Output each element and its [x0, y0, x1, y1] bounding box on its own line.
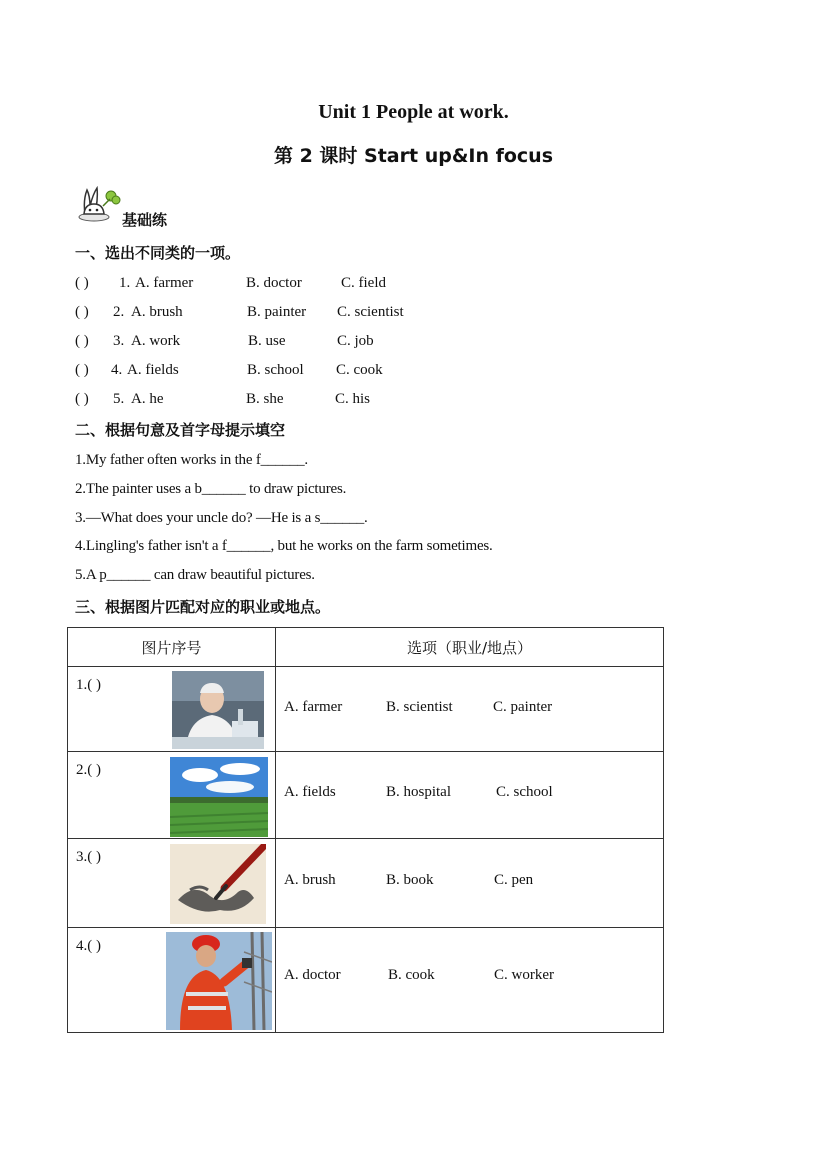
fill-blank-question: 1.My father often works in the f______.	[75, 452, 308, 468]
option-b: B. use	[248, 333, 286, 349]
option-a: A. farmer	[284, 699, 343, 715]
option-b: B. hospital	[386, 784, 452, 800]
option-a: A. fields	[284, 784, 336, 800]
option-c: C. field	[341, 275, 386, 291]
option-c: C. pen	[494, 872, 534, 888]
section3-heading: 三、根据图片匹配对应的职业或地点。	[75, 598, 331, 616]
item-number: 1.	[119, 275, 131, 291]
section2-heading: 二、根据句意及首字母提示填空	[75, 421, 286, 439]
option-c: C. school	[496, 784, 553, 800]
option-a: A. doctor	[284, 967, 341, 983]
option-a: A. he	[131, 391, 164, 407]
matching-table	[67, 627, 664, 1033]
fill-blank-question: 2.The painter uses a b______ to draw pictures.	[75, 481, 347, 497]
table-row	[68, 839, 664, 928]
scientist-photo	[172, 671, 264, 749]
answer-blank: ( )	[75, 275, 89, 291]
table-row	[68, 928, 664, 1033]
bunny-icon	[77, 186, 121, 222]
lesson-subtitle: 第 2 课时 Start up&In focus	[273, 145, 554, 167]
table-header-row	[68, 628, 664, 667]
item-number: 5.	[113, 391, 125, 407]
option-c: C. his	[335, 391, 371, 407]
option-b: B. cook	[388, 967, 435, 983]
table-row	[68, 667, 664, 752]
option-c: C. worker	[494, 967, 554, 983]
column-header-picture: 图片序号	[68, 628, 276, 667]
item-number: 3.	[113, 333, 125, 349]
option-b: B. scientist	[386, 699, 453, 715]
worker-photo	[166, 932, 272, 1030]
item-number: 2.	[113, 304, 125, 320]
fill-blank-question: 4.Lingling's father isn't a f______, but he works on the farm sometimes.	[75, 538, 493, 554]
answer-blank: ( )	[75, 304, 89, 320]
brush-painting-photo	[170, 844, 266, 924]
answer-blank: ( )	[75, 391, 89, 407]
practice-label: 基础练	[122, 211, 168, 229]
option-a: A. work	[131, 333, 181, 349]
row-number: 3.( )	[76, 849, 101, 865]
option-c: C. painter	[493, 699, 553, 715]
option-c: C. job	[337, 333, 374, 349]
option-a: A. brush	[284, 872, 336, 888]
section1-heading: 一、选出不同类的一项。	[75, 244, 241, 262]
table-row	[68, 752, 664, 839]
option-a: A. fields	[127, 362, 179, 378]
option-c: C. cook	[336, 362, 383, 378]
option-b: B. book	[386, 872, 434, 888]
column-header-options: 选项（职业/地点）	[276, 628, 664, 667]
answer-blank: ( )	[75, 362, 89, 378]
fill-blank-question: 3.—What does your uncle do? —He is a s______.	[75, 510, 368, 526]
item-number: 4.	[111, 362, 123, 378]
fill-blank-question: 5.A p______ can draw beautiful pictures.	[75, 567, 315, 583]
option-b: B. doctor	[246, 275, 302, 291]
option-c: C. scientist	[337, 304, 404, 320]
option-a: A. brush	[131, 304, 183, 320]
fields-photo	[170, 757, 268, 837]
page-title: Unit 1 People at work.	[318, 101, 509, 123]
row-number: 1.( )	[76, 677, 101, 693]
row-number: 2.( )	[76, 762, 101, 778]
option-b: B. painter	[247, 304, 307, 320]
answer-blank: ( )	[75, 333, 89, 349]
row-number: 4.( )	[76, 938, 101, 954]
option-b: B. school	[247, 362, 304, 378]
option-b: B. she	[246, 391, 284, 407]
option-a: A. farmer	[135, 275, 194, 291]
